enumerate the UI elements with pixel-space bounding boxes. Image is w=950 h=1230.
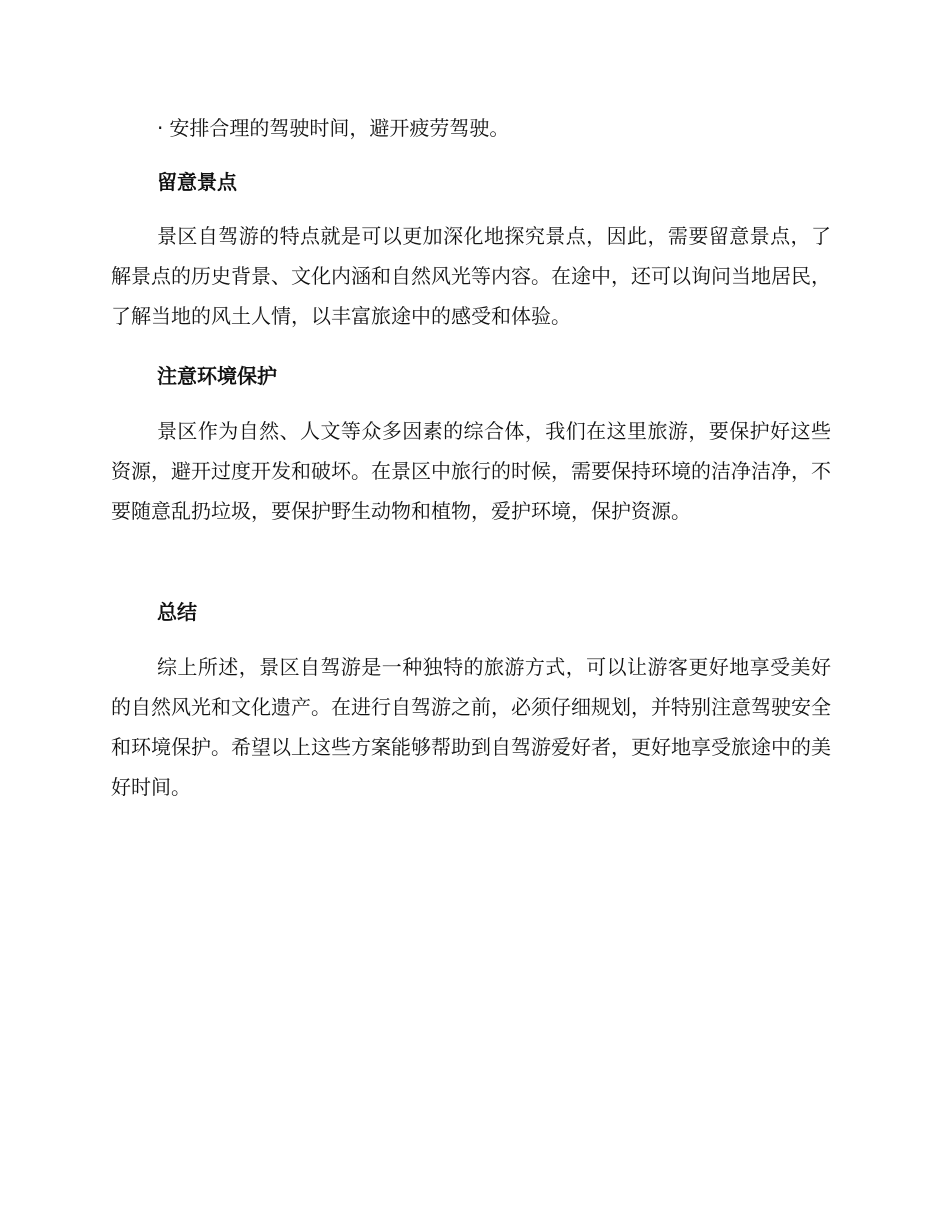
section-heading-environment: 注意环境保护 bbox=[157, 364, 277, 388]
section-paragraph-environment: 景区作为自然、人文等众多因素的综合体，我们在这里旅游，要保护好这些资源，避开过度开发和破坏。在景区中旅行的时候，需要保持环境的洁净洁净，不要随意乱扔垃圾，要保护野生动物和植物，爱护环境，保护资源。 bbox=[111, 419, 831, 523]
section-heading-attractions: 留意景点 bbox=[157, 170, 237, 194]
bullet-marker: · bbox=[157, 116, 164, 140]
section-paragraph-summary: 综上所述，景区自驾游是一种独特的旅游方式，可以让游客更好地享受美好的自然风光和文化遗产。在进行自驾游之前，必须仔细规划，并特别注意驾驶安全和环境保护。希望以上这些方案能够帮助到自驾游爱好者，更好地享受旅途中的美好时间。 bbox=[111, 655, 831, 799]
bullet-text: 安排合理的驾驶时间，避开疲劳驾驶。 bbox=[169, 116, 510, 140]
section-paragraph-attractions: 景区自驾游的特点就是可以更加深化地探究景点，因此，需要留意景点，了解景点的历史背景、文化内涵和自然风光等内容。在途中，还可以询问当地居民，了解当地的风土人情，以丰富旅途中的感受和体验。 bbox=[111, 224, 831, 328]
bullet-item bbox=[157, 112, 837, 144]
section-heading-summary: 总结 bbox=[157, 600, 197, 624]
